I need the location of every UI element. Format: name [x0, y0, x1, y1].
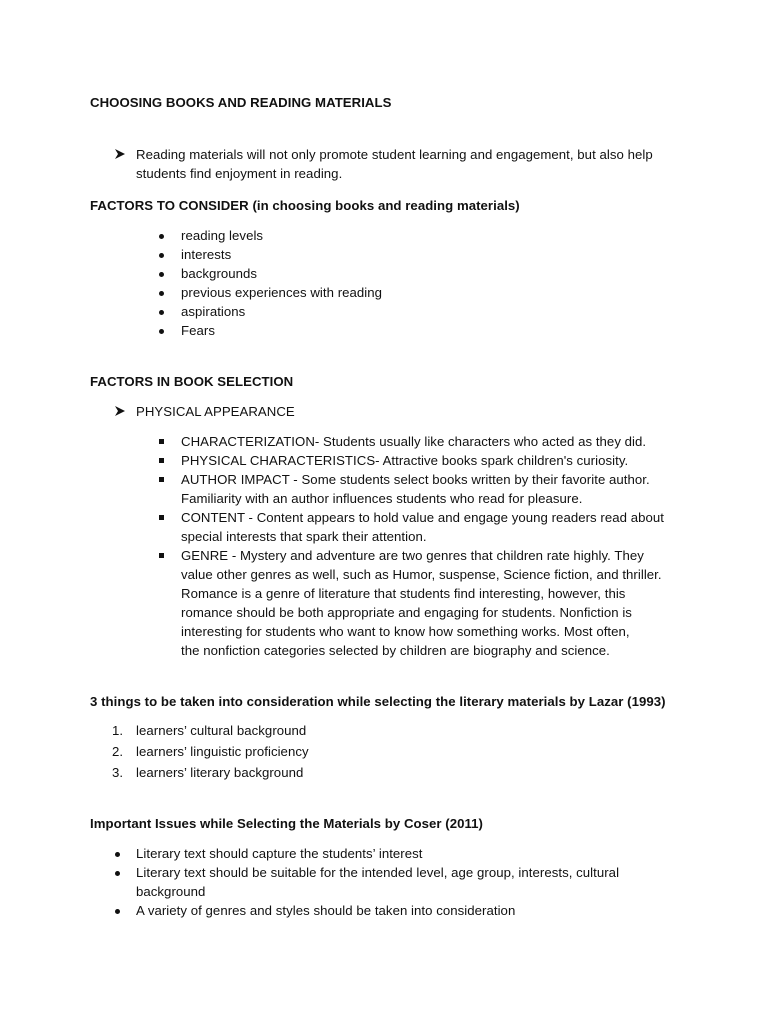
- arrow-bullet-icon: [114, 405, 126, 417]
- coser-item-line: Literary text should capture the students’ interest: [136, 846, 423, 861]
- bullet-icon: [159, 310, 164, 315]
- selection-item-line: the nonfiction categories selected by children are biography and science.: [181, 643, 610, 658]
- selection-item-line: Romance is a genre of literature that students find interesting, however, this: [181, 586, 626, 601]
- selection-item-line: PHYSICAL CHARACTERISTICS- Attractive books spark children's curiosity.: [181, 453, 629, 468]
- bullet-icon: [159, 329, 164, 334]
- section-heading-book-selection: FACTORS IN BOOK SELECTION: [90, 374, 294, 389]
- factor-item: aspirations: [181, 304, 246, 319]
- factor-item: backgrounds: [181, 266, 258, 281]
- lazar-item: learners’ cultural background: [136, 723, 307, 738]
- factor-item: previous experiences with reading: [181, 285, 383, 300]
- intro-line: students find enjoyment in reading.: [136, 166, 343, 181]
- coser-item-line: background: [136, 884, 206, 899]
- selection-item-line: romance should be both appropriate and engaging for students. Nonfiction is: [181, 605, 632, 620]
- factor-item: Fears: [181, 323, 215, 338]
- document-title: CHOOSING BOOKS AND READING MATERIALS: [90, 95, 392, 110]
- selection-item-line: CONTENT - Content appears to hold value and engage young readers read about: [181, 510, 664, 525]
- intro-line: Reading materials will not only promote student learning and engagement, but also help: [136, 147, 653, 162]
- bullet-icon: [115, 909, 120, 914]
- section-heading-factors-consider: FACTORS TO CONSIDER (in choosing books and reading materials): [90, 198, 520, 213]
- list-number: 1.: [112, 723, 124, 738]
- section-heading-coser: Important Issues while Selecting the Materials by Coser (2011): [90, 816, 483, 831]
- bullet-icon: [159, 272, 164, 277]
- coser-item-line: A variety of genres and styles should be taken into consideration: [136, 903, 516, 918]
- square-bullet-icon: [159, 439, 164, 444]
- selection-item-line: Familiarity with an author influences students who read for pleasure.: [181, 491, 583, 506]
- coser-item-line: Literary text should be suitable for the intended level, age group, interests, cultural: [136, 865, 620, 880]
- lazar-item: learners’ literary background: [136, 765, 304, 780]
- square-bullet-icon: [159, 515, 164, 520]
- arrow-bullet-icon: [114, 148, 126, 160]
- square-bullet-icon: [159, 477, 164, 482]
- list-number: 3.: [112, 765, 124, 780]
- factor-item: interests: [181, 247, 232, 262]
- selection-item-line: AUTHOR IMPACT - Some students select books written by their favorite author.: [181, 472, 650, 487]
- selection-item-line: CHARACTERIZATION- Students usually like characters who acted as they did.: [181, 434, 647, 449]
- selection-item-line: special interests that spark their attention.: [181, 529, 427, 544]
- list-number: 2.: [112, 744, 124, 759]
- bullet-icon: [159, 291, 164, 296]
- square-bullet-icon: [159, 553, 164, 558]
- bullet-icon: [115, 871, 120, 876]
- bullet-icon: [159, 234, 164, 239]
- selection-item-line: value other genres as well, such as Humor, suspense, Science fiction, and thriller.: [181, 567, 662, 582]
- selection-item-line: interesting for students who want to know how something works. Most often,: [181, 624, 630, 639]
- selection-item-line: GENRE - Mystery and adventure are two genres that children rate highly. They: [181, 548, 644, 563]
- subheading-physical-appearance: PHYSICAL APPEARANCE: [136, 404, 295, 419]
- square-bullet-icon: [159, 458, 164, 463]
- bullet-icon: [159, 253, 164, 258]
- bullet-icon: [115, 852, 120, 857]
- lazar-item: learners’ linguistic proficiency: [136, 744, 309, 759]
- factor-item: reading levels: [181, 228, 264, 243]
- section-heading-lazar: 3 things to be taken into consideration while selecting the literary materials by Lazar (1993): [90, 694, 666, 709]
